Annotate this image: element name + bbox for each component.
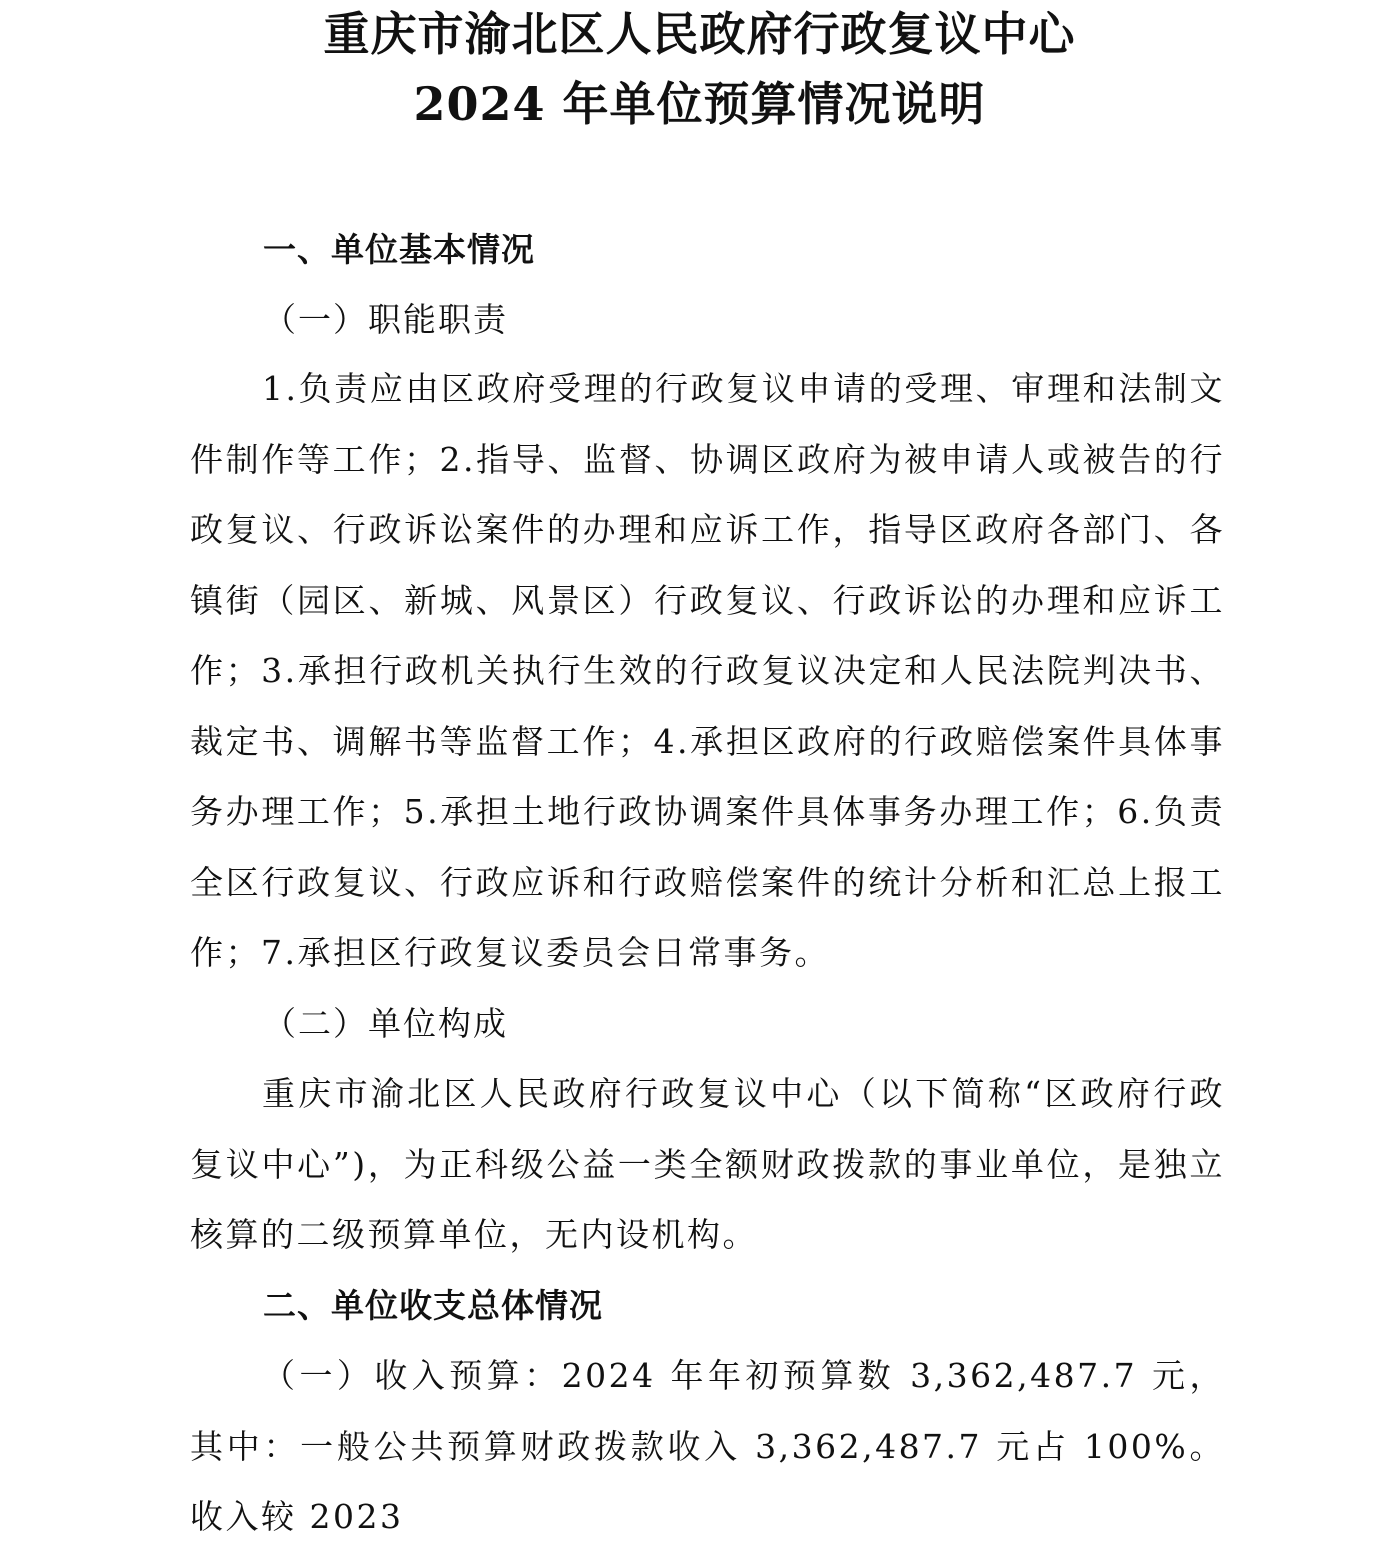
composition-paragraph: 重庆市渝北区人民政府行政复议中心（以下简称“区政府行政复议中心”)，为正科级公益一类全额财政拨款的事业单位，是独立核算的二级预算单位，无内设机构。 xyxy=(190,1074,1225,1254)
section1-heading: 一、单位基本情况 xyxy=(263,230,535,269)
section2-heading: 二、单位收支总体情况 xyxy=(263,1286,603,1325)
document-title-line1: 重庆市渝北区人民政府行政复议中心 xyxy=(323,7,1076,61)
duties-paragraph: 1.负责应由区政府受理的行政复议申请的受理、审理和法制文件制作等工作；2.指导、监督、协调区政府为被申请人或被告的行政复议、行政诉讼案件的办理和应诉工作，指导区政府各部门、各镇街（园区、新城、风景区）行政复议、行政诉讼的办理和应诉工作；3.承担行政机关执行生效的行政复议决定和人民法院判决书、裁定书、调解书等监督工作；4.承担区政府的行政赔偿案件具体事务办理工作；5.承担土地行政协调案件具体事务办理工作；6.负责全区行政复议、行政应诉和行政赔偿案件的统计分析和汇总上报工作；7.承担区行政复议委员会日常事务。 xyxy=(190,369,1225,972)
document-title-line2: 2024 年单位预算情况说明 xyxy=(413,77,986,131)
income-budget-paragraph: （一）收入预算：2024 年年初预算数 3,362,487.7 元，其中：一般公共预算财政拨款收入 3,362,487.7 元占 100%。收入较 2023 xyxy=(190,1356,1225,1536)
section1-sub1-heading: （一）职能职责 xyxy=(263,300,508,339)
section1-sub2-heading: （二）单位构成 xyxy=(263,1004,508,1043)
